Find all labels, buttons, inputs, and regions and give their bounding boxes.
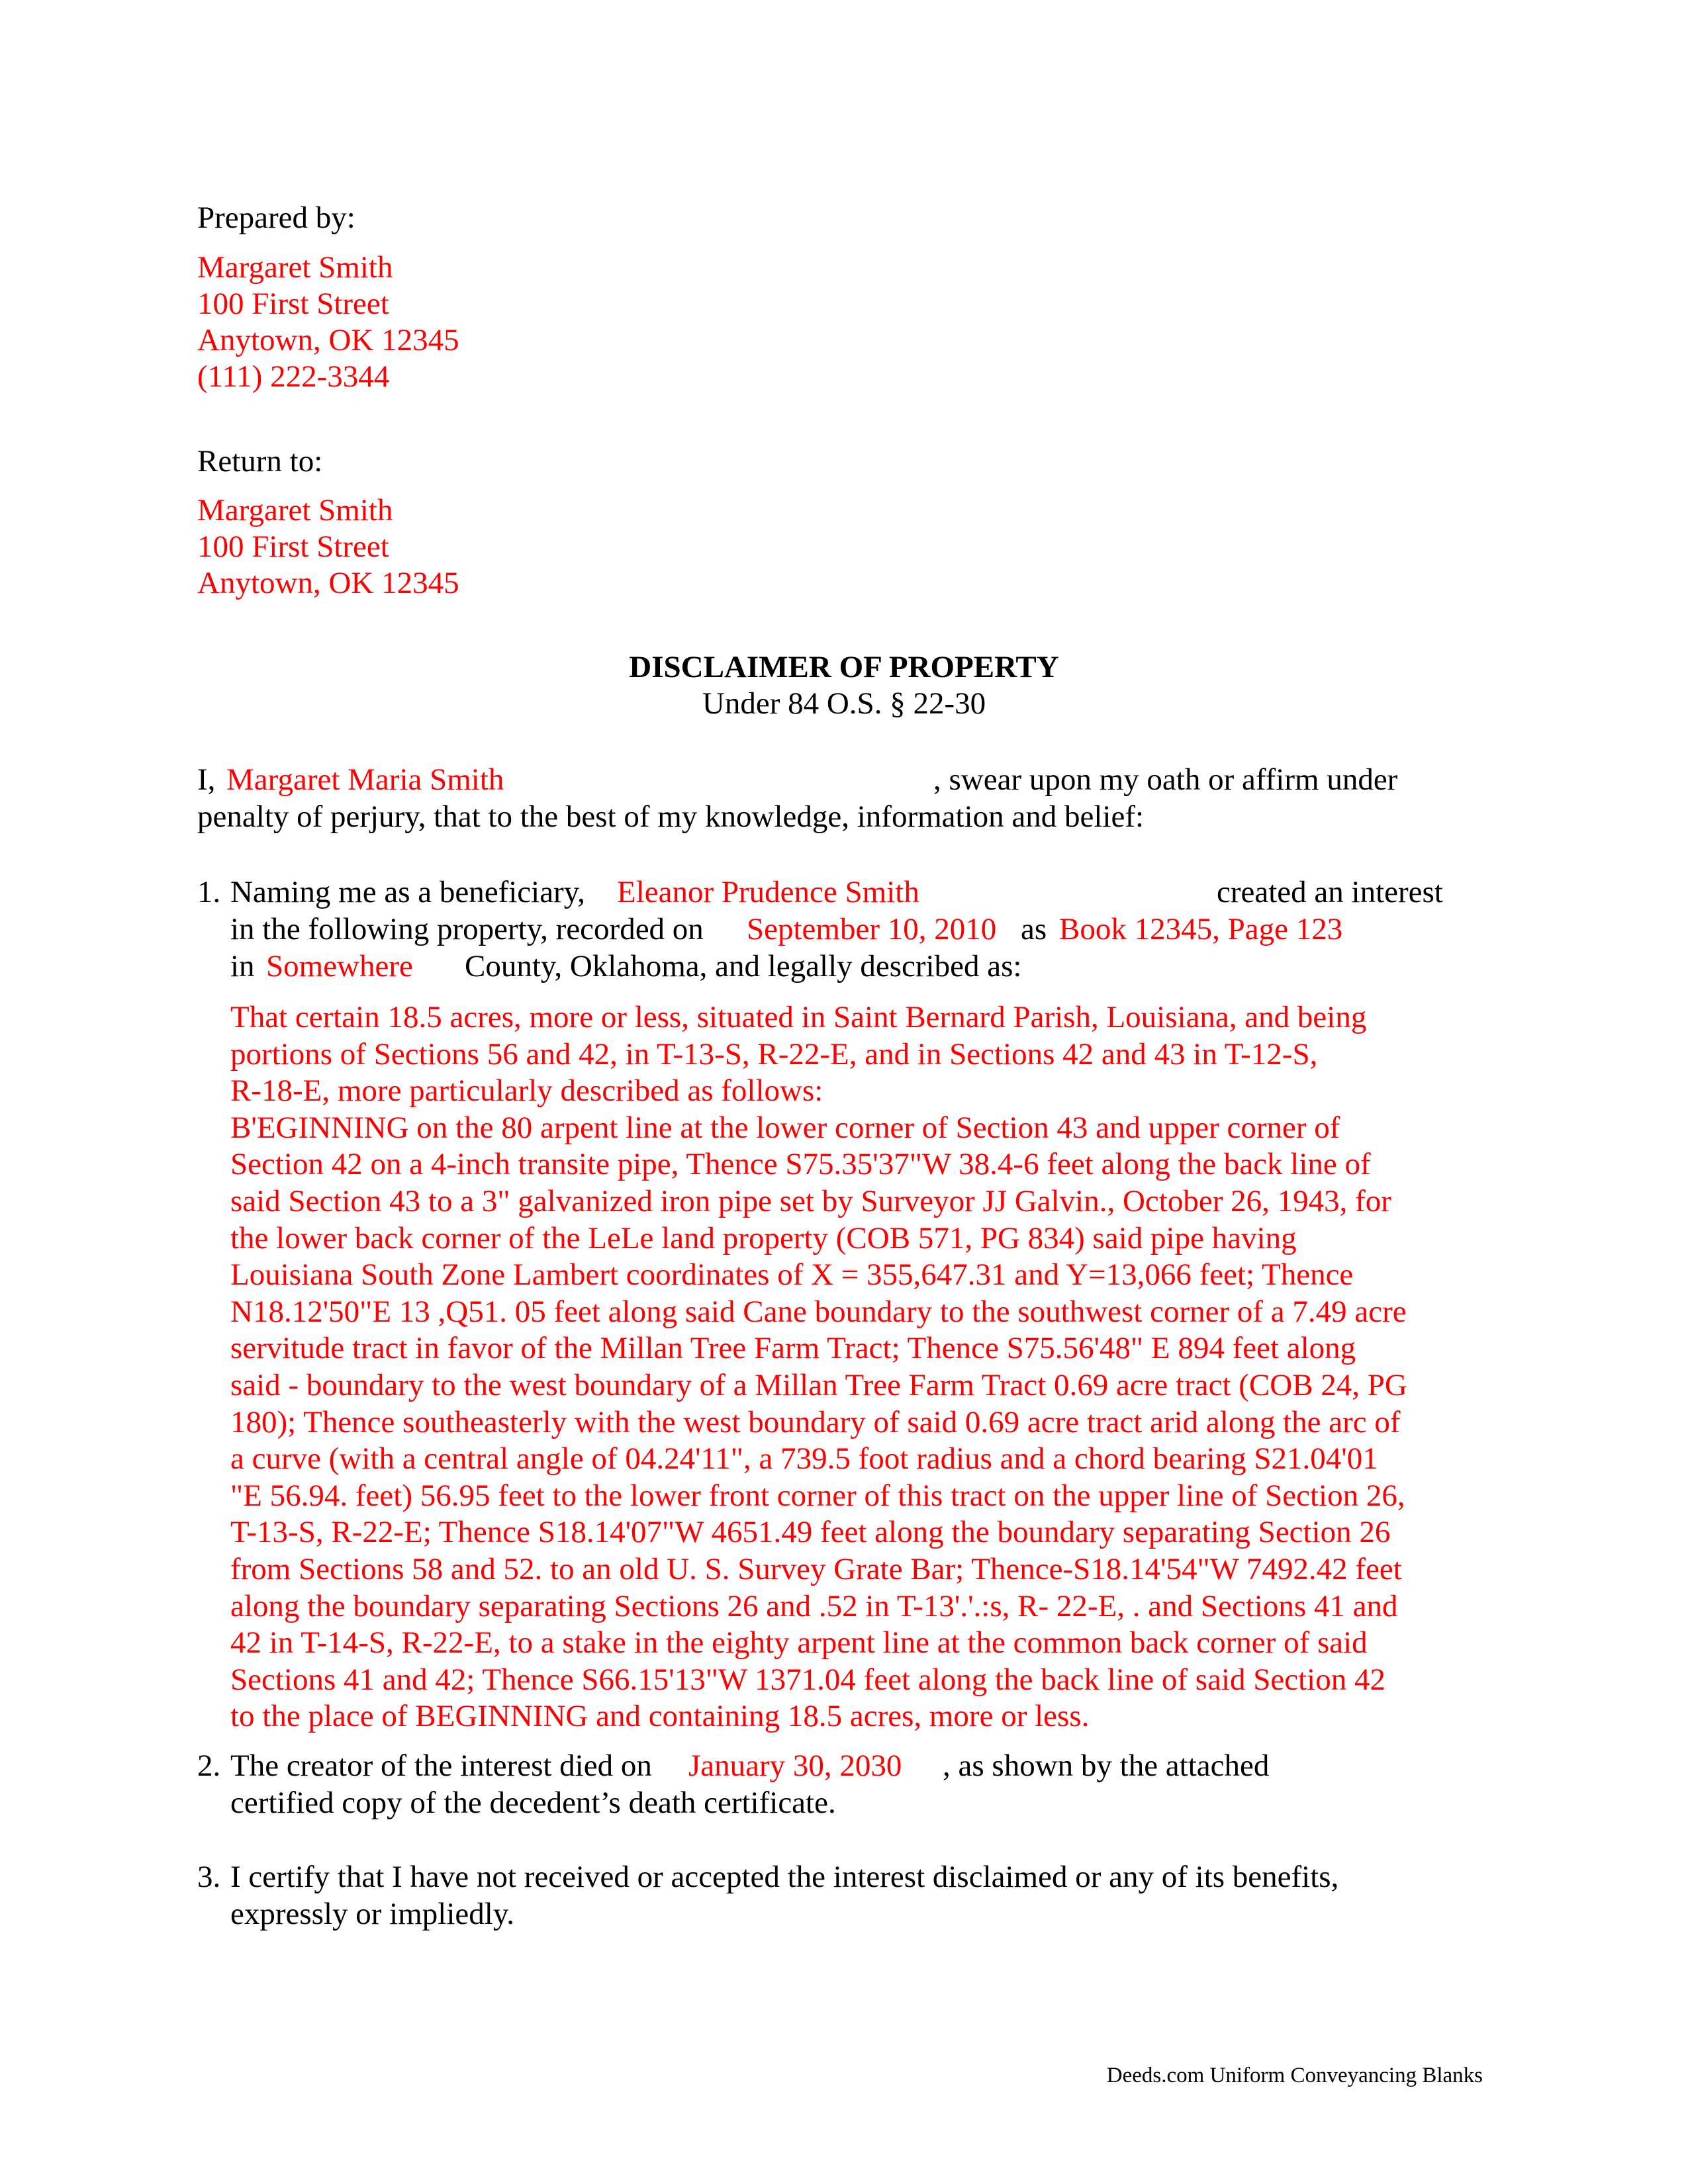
item-2-number: 2. bbox=[197, 1749, 221, 1783]
prepared-by-phone: (111) 222-3344 bbox=[197, 359, 390, 394]
return-to-label: Return to: bbox=[197, 444, 323, 478]
legal-line: portions of Sections 56 and 42, in T-13-S, R-22-E, and in Sections 42 and 43 in T-12-S, bbox=[230, 1036, 1318, 1071]
item-1-text-d: as bbox=[1021, 912, 1047, 946]
page-footer: Deeds.com Uniform Conveyancing Blanks bbox=[1106, 2064, 1483, 2087]
document-subtitle: Under 84 O.S. § 22-30 bbox=[702, 686, 986, 721]
legal-line: T-13-S, R-22-E; Thence S18.14'07"W 4651.49 feet along the boundary separating Section 26 bbox=[230, 1515, 1391, 1550]
item-1-text-b: created an interest bbox=[1217, 875, 1443, 909]
legal-line: servitude tract in favor of the Millan Tree Farm Tract; Thence S75.56'48" E 894 feet along bbox=[230, 1331, 1356, 1366]
legal-line: That certain 18.5 acres, more or less, situated in Saint Bernard Parish, Louisiana, and being bbox=[230, 1000, 1367, 1034]
legal-line: 180); Thence southeasterly with the west boundary of said 0.69 acre tract arid along the arc of bbox=[230, 1404, 1401, 1439]
legal-line: along the boundary separating Sections 26 and .52 in T-13'.'.:s, R- 22-E, . and Sections 41 and bbox=[230, 1588, 1398, 1623]
oath-prefix: I, bbox=[197, 762, 216, 797]
item-1-text-f: County, Oklahoma, and legally described as: bbox=[465, 949, 1022, 983]
legal-description bbox=[230, 999, 1488, 1735]
legal-line: B'EGINNING on the 80 arpent line at the lower corner of Section 43 and upper corner of bbox=[230, 1110, 1340, 1145]
item-3-line-2: expressly or impliedly. bbox=[230, 1897, 515, 1931]
item-2-text-b: , as shown by the attached bbox=[943, 1749, 1270, 1783]
oath-suffix: , swear upon my oath or affirm under bbox=[933, 762, 1398, 797]
legal-line: Section 42 on a 4-inch transite pipe, Thence S75.35'37"W 38.4-6 feet along the back line of bbox=[230, 1147, 1371, 1182]
legal-line: "E 56.94. feet) 56.95 feet to the lower front corner of this tract on the upper line of Section 26, bbox=[230, 1478, 1405, 1513]
item-2-death-date: January 30, 2030 bbox=[688, 1749, 902, 1783]
return-to-city: Anytown, OK 12345 bbox=[197, 566, 459, 600]
legal-line: from Sections 58 and 52. to an old U. S. Survey Grate Bar; Thence-S18.14'54"W 7492.42 feet bbox=[230, 1551, 1402, 1586]
prepared-by-city: Anytown, OK 12345 bbox=[197, 323, 459, 357]
prepared-by-label: Prepared by: bbox=[197, 201, 355, 235]
item-1-text-c: in the following property, recorded on bbox=[230, 912, 704, 946]
return-to-name: Margaret Smith bbox=[197, 493, 393, 527]
prepared-by-street: 100 First Street bbox=[197, 287, 389, 321]
legal-line: to the place of BEGINNING and containing 18.5 acres, more or less. bbox=[230, 1699, 1090, 1734]
item-1-number: 1. bbox=[197, 875, 221, 909]
item-1-recorded-date: September 10, 2010 bbox=[747, 912, 997, 946]
legal-line: 42 in T-14-S, R-22-E, to a stake in the eighty arpent line at the common back corner of said bbox=[230, 1625, 1368, 1661]
legal-line: Sections 41 and 42; Thence S66.15'13"W 1371.04 feet along the back line of said Section 42 bbox=[230, 1662, 1385, 1697]
legal-line: said - boundary to the west boundary of a Millan Tree Farm Tract 0.69 acre tract (COB 24, PG bbox=[230, 1367, 1407, 1402]
item-1-book-page: Book 12345, Page 123 bbox=[1059, 912, 1343, 946]
legal-line: Louisiana South Zone Lambert coordinates of X = 355,647.31 and Y=13,066 feet; Thence bbox=[230, 1257, 1354, 1293]
return-to-street: 100 First Street bbox=[197, 529, 389, 564]
legal-line: the lower back corner of the LeLe land property (COB 571, PG 834) said pipe having bbox=[230, 1220, 1297, 1255]
item-1-county: Somewhere bbox=[266, 949, 413, 983]
item-1-text-e: in bbox=[230, 949, 255, 983]
oath-name: Margaret Maria Smith bbox=[226, 762, 504, 797]
legal-line: N18.12'50"E 13 ,Q51. 05 feet along said Cane boundary to the southwest corner of a 7.49 acre bbox=[230, 1294, 1407, 1329]
item-1-creator: Eleanor Prudence Smith bbox=[617, 875, 919, 909]
item-2-text-a: The creator of the interest died on bbox=[230, 1749, 652, 1783]
prepared-by-name: Margaret Smith bbox=[197, 250, 393, 285]
item-3-number: 3. bbox=[197, 1860, 221, 1894]
legal-line: said Section 43 to a 3" galvanized iron pipe set by Surveyor JJ Galvin., October 26, 1943, for bbox=[230, 1183, 1391, 1218]
oath-line-2: penalty of perjury, that to the best of my knowledge, information and belief: bbox=[197, 799, 1145, 834]
legal-line: R-18-E, more particularly described as follows: bbox=[230, 1073, 823, 1109]
legal-line: a curve (with a central angle of 04.24'11", a 739.5 foot radius and a chord bearing S21.04'01 bbox=[230, 1441, 1378, 1477]
item-3-line-1: I certify that I have not received or accepted the interest disclaimed or any of its benefits, bbox=[230, 1860, 1339, 1894]
item-1-text-a: Naming me as a beneficiary, bbox=[230, 875, 585, 909]
item-2-line-2: certified copy of the decedent’s death certificate. bbox=[230, 1786, 836, 1820]
document-title: DISCLAIMER OF PROPERTY bbox=[629, 650, 1059, 684]
